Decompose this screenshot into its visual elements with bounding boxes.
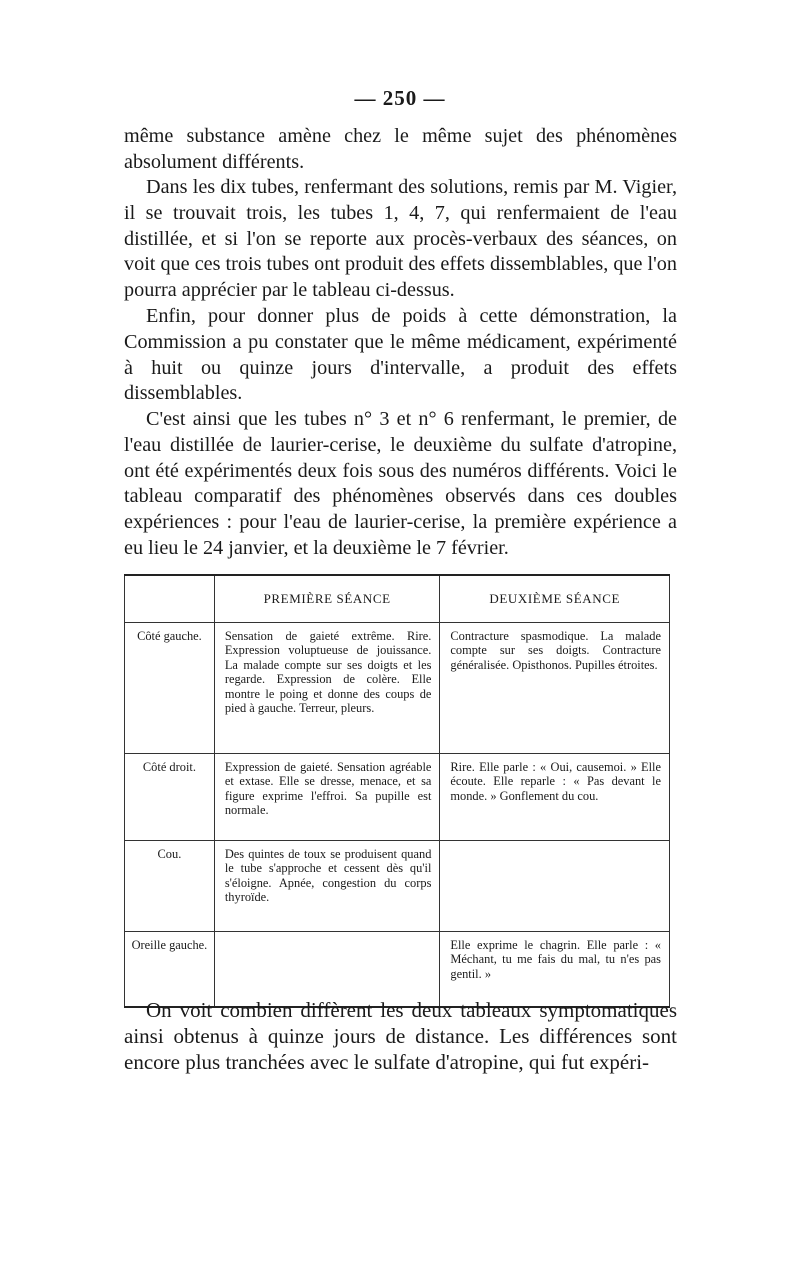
row-second-session (440, 841, 670, 932)
row-first-session (214, 932, 440, 1008)
row-region: Côté droit. (125, 754, 215, 841)
table-row (125, 623, 670, 754)
row-first-session: Sensation de gaieté extrême. Rire. Expression voluptueuse de jouissance. La malade compte sur ses doigts et les regarde. Expression de colère. Elle montre le poing et donne des coups de pied à gauche. Terreur, pleurs. (214, 623, 440, 754)
row-region: Cou. (125, 841, 215, 932)
paragraph-continuation: même substance amène chez le même sujet des phénomènes absolument différents. (124, 125, 677, 173)
row-second-session: Elle exprime le chagrin. Elle parle : « Méchant, tu me fais du mal, tu n'es pas gentil. » (440, 932, 670, 1008)
row-first-session: Des quintes de toux se produisent quand le tube s'approche et cessent dès qu'il s'éloigne. Apnée, congestion du corps thyroïde. (214, 841, 440, 932)
header-second-session: DEUXIÈME SÉANCE (440, 575, 670, 623)
symptom-comparison-table (124, 574, 670, 1008)
table-header-row (125, 575, 670, 623)
paragraph-demonstration: Enfin, pour donner plus de poids à cette démonstration, la Commission a pu constater que le même médicament, expérimenté à huit ou quinze jours d'intervalle, a produit des effets dissemblables. (124, 305, 677, 405)
header-region (125, 575, 215, 623)
table-row (125, 932, 670, 1008)
paragraph-vigier-tubes: Dans les dix tubes, renfermant des solutions, remis par M. Vigier, il se trouvait trois, les tubes 1, 4, 7, qui renfermaient de l'eau distillée, et si l'on se reporte aux procès-verbaux des séances, on voit que ces trois tubes ont produit des effets dissemblables, que l'on pourra apprécier par le tableau ci-dessus. (124, 176, 677, 302)
paragraph-conclusion: On voit combien diffèrent les deux tableaux symptomatiques ainsi obtenus à quinze jours de distance. Les différences sont encore plus tranchées avec le sulfate d'atropine, qui fut expéri- (124, 998, 677, 1074)
row-region: Oreille gauche. (125, 932, 215, 1008)
table-row (125, 754, 670, 841)
paragraph-tubes-comparison: C'est ainsi que les tubes n° 3 et n° 6 renfermant, le premier, de l'eau distillée de laurier-cerise, le deuxième du sulfate d'atropine, ont été expérimentés deux fois sous des numéros différents. Voici le tableau comparatif des phénomènes observés dans ces doubles expériences : pour l'eau de laurier-cerise, la première expérience a eu lieu le 24 janvier, et la deuxième le 7 février. (124, 408, 677, 559)
page-number: — 250 — (354, 86, 446, 110)
header-first-session: PREMIÈRE SÉANCE (214, 575, 440, 623)
row-second-session: Rire. Elle parle : « Oui, causemoi. » Elle écoute. Elle reparle : « Pas devant le monde. » Gonflement du cou. (440, 754, 670, 841)
row-second-session: Contracture spasmodique. La malade compte sur ses doigts. Contracture généralisée. Opisthonos. Pupilles étroites. (440, 623, 670, 754)
row-region: Côté gauche. (125, 623, 215, 754)
table-row (125, 841, 670, 932)
row-first-session: Expression de gaieté. Sensation agréable et extase. Elle se dresse, menace, et sa figure exprime l'effroi. Sa pupille est normale. (214, 754, 440, 841)
